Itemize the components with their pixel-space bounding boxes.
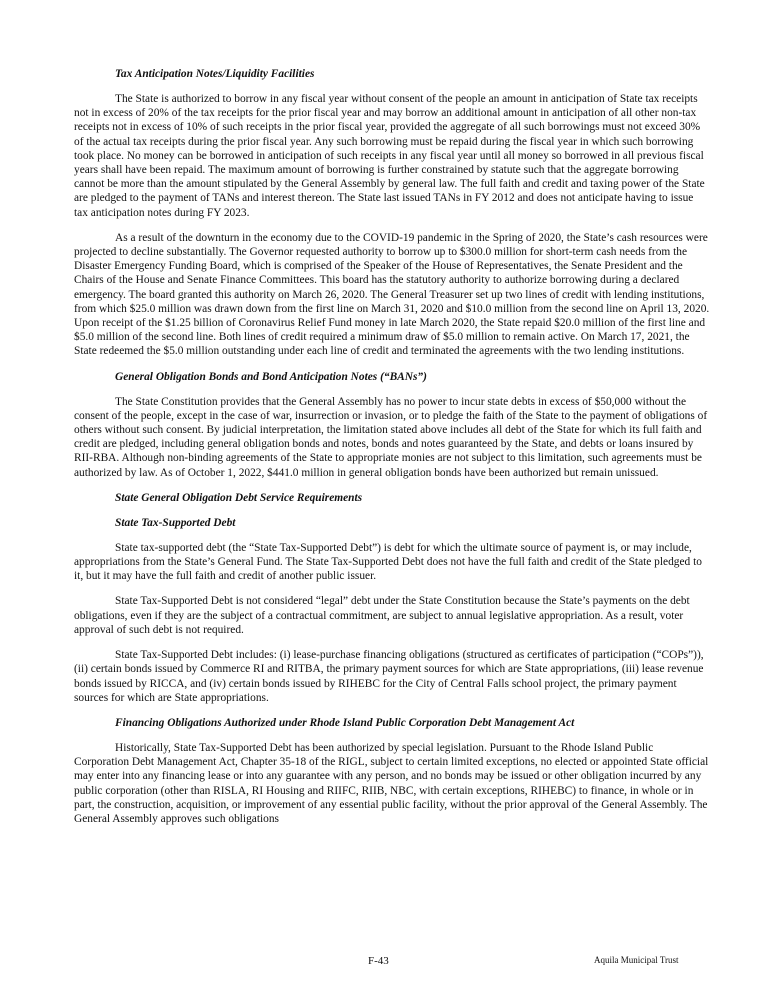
section-heading: State General Obligation Debt Service Requirements <box>115 491 363 504</box>
paragraph: The State is authorized to borrow in any fiscal year without consent of the people an amount in anticipation of State tax receipts not in excess of 20% of the tax receipts for the prior fiscal year and may borrow an additional amount in anticipation of all other non-tax receipts not in excess of 10% of such receipts in the prior fiscal year, provided the aggregate of all such borrowings must not exceed 30% of the actual tax receipts during the prior fiscal year. Any such borrowing must be repaid during the fiscal year in which such borrowing took place. No money can be borrowed in anticipation of such receipts in any fiscal year until all money so borrowed in all previous fiscal years shall have been repaid. The maximum amount of borrowing is further constrained by statute such that the aggregate borrowing cannot be more than the amount stipulated by the General Assembly by general law. The full faith and credit and taxing power of the State are pledged to the payment of TANs and interest thereon. The State last issued TANs in FY 2012 and does not anticipate having to issue tax anticipation notes during FY 2023. <box>74 93 705 219</box>
paragraph: The State Constitution provides that the General Assembly has no power to incur state debts in excess of $50,000 without the consent of the people, except in the case of war, insurrection or invasion, or to pledge the faith of the State to the payment of obligations of others without such consent. By judicial interpretation, the limitation stated above includes all debt of the State for which its full faith and credit are pledged, including general obligation bonds and notes, bonds and notes guaranteed by the State, and debts or loans insured by RII-RBA. Although non-binding agreements of the State to appropriate monies are not subject to this limitation, such agreements must be authorized by law. As of October 1, 2022, $441.0 million in general obligation bonds have been authorized but remain unissued. <box>74 395 708 479</box>
paragraph: State Tax-Supported Debt is not considered “legal” debt under the State Constitution because the State’s payments on the debt obligations, even if they are the subject of a contractual commitment, are subject to annual legislative appropriation. As a result, voter approval of such debt is not required. <box>74 595 690 636</box>
footer-publisher: Aquila Municipal Trust <box>594 955 679 965</box>
section-heading: General Obligation Bonds and Bond Anticipation Notes (“BANs”) <box>115 370 427 383</box>
paragraph: As a result of the downturn in the economy due to the COVID-19 pandemic in the Spring of 2020, the State’s cash resources were projected to decline substantially. The Governor requested authority to borrow up to $300.0 million for short-term cash needs from the Disaster Emergency Funding Board, which is comprised of the Speaker of the House of Representatives, the Senate President and the Chairs of the House and Senate Finance Committees. This board has the statutory authority to authorize borrowing during a declared emergency. The board granted this authority on March 26, 2020. The General Treasurer set up two lines of credit with lending institutions, from which $25.0 million was drawn down from the first line on March 31, 2020 and $10.0 million from the second line on April 13, 2020. Upon receipt of the $1.25 billion of Coronavirus Relief Fund money in late March 2020, the State repaid $20.0 million of the first line and $5.0 million of the second line. Both lines of credit required a minimum draw of $5.0 million to remain active. On March 17, 2021, the State redeemed the $5.0 million outstanding under each line of credit and terminated the agreements with the two lending institutions. <box>74 231 710 358</box>
section-heading: State Tax-Supported Debt <box>115 516 236 529</box>
page-number: F-43 <box>368 955 389 967</box>
paragraph: State tax-supported debt (the “State Tax-Supported Debt”) is debt for which the ultimate source of payment is, or may include, appropriations from the State’s General Fund. The State Tax-Supported Debt does not have the full faith and credit of the State pledged to it, but it may have the full faith and credit of another public issuer. <box>74 541 702 583</box>
section-heading: Tax Anticipation Notes/Liquidity Facilities <box>115 68 315 80</box>
paragraph: Historically, State Tax-Supported Debt has been authorized by special legislation. Pursuant to the Rhode Island Public Corporation Debt Management Act, Chapter 35-18 of the RIGL, subject to certain limited exceptions, no elected or appointed State official may enter into any financing lease or into any guarantee with any person, and no bonds may be issued or other obligation incurred by any public corporation (other than RISLA, RI Housing and RIIFC, RIIB, NBC, with certain exceptions, RIHEBC) to finance, in whole or in part, the construction, acquisition, or improvement of any essential public facility, without the prior approval of the General Assembly. The General Assembly approves such obligations <box>74 741 709 825</box>
section-heading: Financing Obligations Authorized under Rhode Island Public Corporation Debt Management Act <box>115 716 575 729</box>
paragraph: State Tax-Supported Debt includes: (i) lease-purchase financing obligations (structured as certificates of participation (“COPs”)), (ii) certain bonds issued by Commerce RI and RITBA, the primary payment sources for which are State appropriations, (iii) lease revenue bonds issued by RICCA, and (iv) certain bonds issued by RIHEBC for the City of Central Falls school project, the primary payment sources for which are State appropriations. <box>74 649 704 704</box>
document-body <box>74 67 710 837</box>
